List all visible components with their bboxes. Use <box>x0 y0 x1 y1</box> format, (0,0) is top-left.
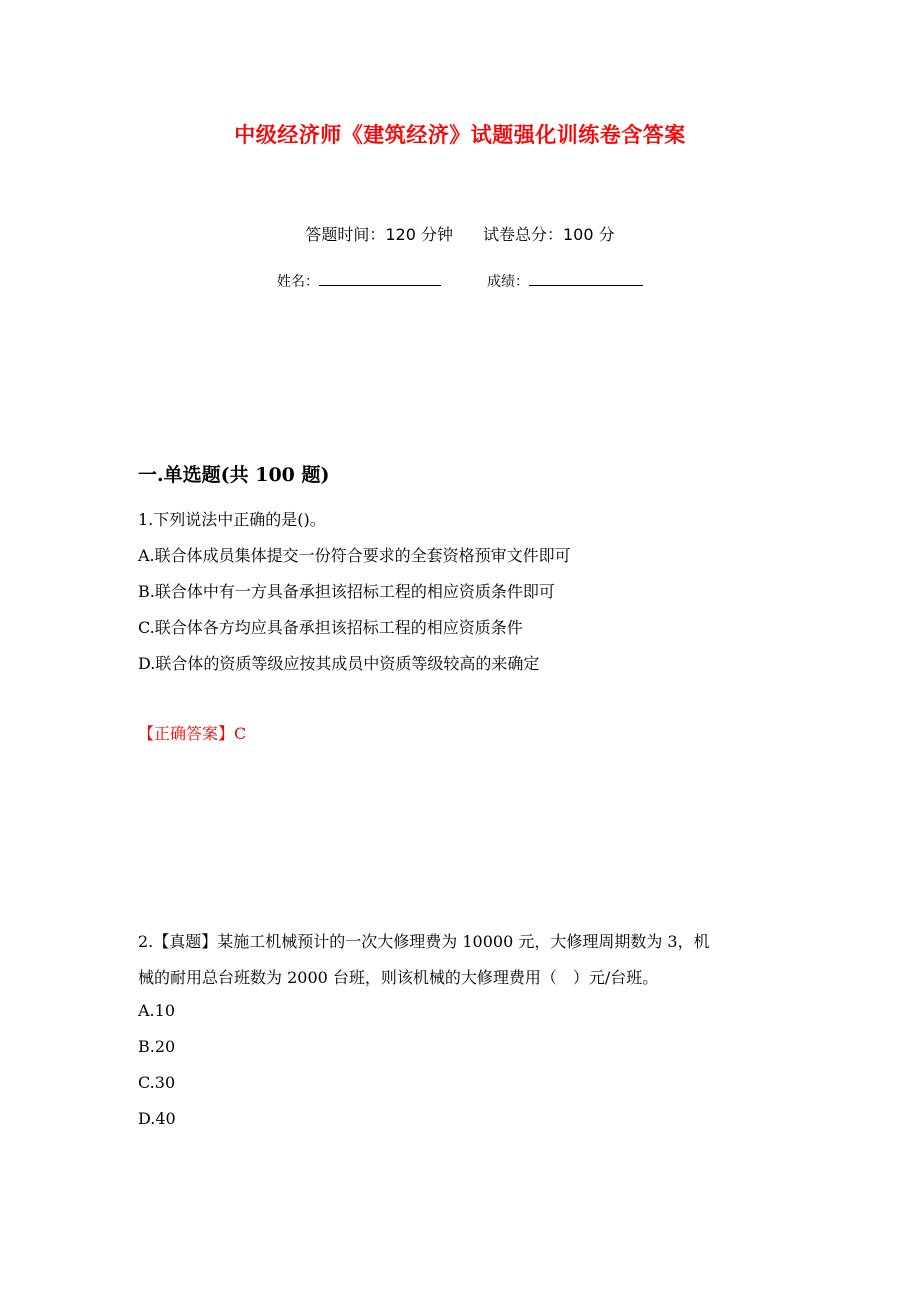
exam-info-line <box>0 222 920 245</box>
question-2-stem-line-1: 2.【真题】某施工机械预计的一次大修理费为 10000 元，大修理周期数为 3，机 <box>138 932 710 951</box>
question-2-option-c: C.30 <box>138 1073 176 1092</box>
exam-total-score-label: 试卷总分：100 分 <box>483 225 615 244</box>
section-heading: 一.单选题(共 100 题) <box>138 464 330 486</box>
question-1-option-a: A.联合体成员集体提交一份符合要求的全套资格预审文件即可 <box>138 546 571 565</box>
question-2-option-a: A.10 <box>138 1001 175 1020</box>
question-2-option-d: D.40 <box>138 1109 176 1128</box>
question-1-option-c: C.联合体各方均应具备承担该招标工程的相应资质条件 <box>138 618 523 637</box>
question-2-stem-line-2: 械的耐用总台班数为 2000 台班，则该机械的大修理费用（ ）元/台班。 <box>138 968 659 987</box>
document-title: 中级经济师《建筑经济》试题强化训练卷含答案 <box>234 123 686 147</box>
question-2-option-b: B.20 <box>138 1037 176 1056</box>
exam-time-label: 答题时间：120 分钟 <box>305 225 453 244</box>
question-1-option-d: D.联合体的资质等级应按其成员中资质等级较高的来确定 <box>138 654 540 673</box>
question-1-correct-answer: 【正确答案】C <box>138 724 247 743</box>
name-blank-field <box>319 271 441 286</box>
score-blank-field <box>529 271 643 286</box>
question-1-stem: 1.下列说法中正确的是()。 <box>138 510 326 529</box>
question-1-option-b: B.联合体中有一方具备承担该招标工程的相应资质条件即可 <box>138 582 555 601</box>
candidate-info-line <box>0 271 920 291</box>
name-label: 姓名： <box>277 274 319 290</box>
score-label: 成绩： <box>487 274 529 290</box>
